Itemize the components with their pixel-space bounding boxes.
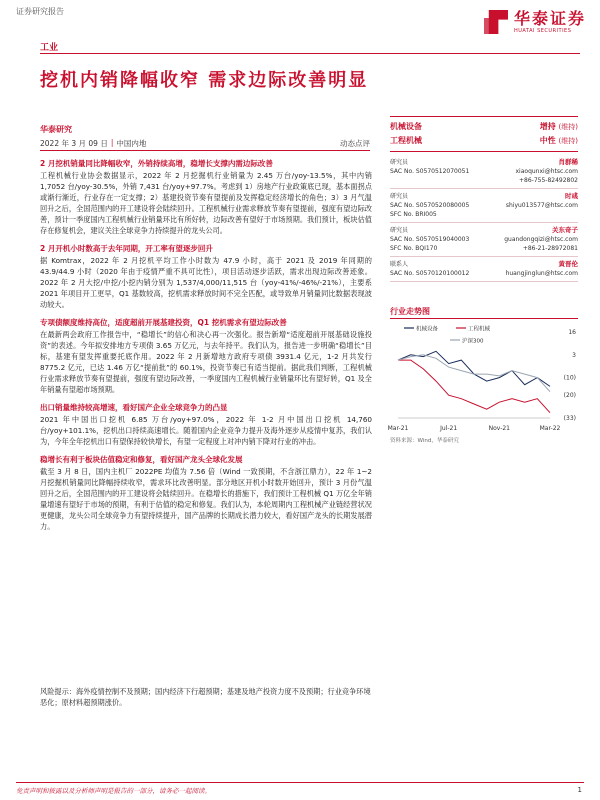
logo-cn-text: 华泰证券 <box>513 9 586 28</box>
analyst-email[interactable]: xiaoqunxi@htsc.com <box>515 168 578 175</box>
footer-disclaimer: 免责声明和披露以及分析师声明是报告的一部分，请务必一起阅读。 <box>16 787 211 795</box>
analyst-role: 研究员 <box>390 159 409 166</box>
section <box>40 158 372 236</box>
chart-section-title: 行业走势图 <box>390 307 430 316</box>
report-date: 2022 年 3 月 09 日 <box>40 139 108 148</box>
analyst-role: 研究员 <box>390 193 409 200</box>
risk-warning: 风险提示：海外疫情控制不及预期；国内经济下行超预期；基建及地产投资力度不及预期；行业竞争环境恶化；原材料超预期涨价。 <box>40 687 371 707</box>
rating-row <box>390 134 578 148</box>
rating-value: 中性 <box>539 136 556 145</box>
y-tick-label: 3 <box>572 351 576 359</box>
analyst-sac: SAC No. S0570512070051 <box>390 168 470 175</box>
sector-divider <box>40 53 580 54</box>
meta-divider <box>40 150 370 151</box>
section-body: 工程机械行业协会数据显示，2022 年 2 月挖掘机行业销量为 2.45 万台/yoy-13.5%，其中内销 1,7052 台/yoy-30.5%，外销 7,431 台/yoy+97.7%。考虑到 1）房地产行业政策底已现，基本面拐点或渐行渐近，行业存在一定支撑；2）基建投资节奏有望提前及发挥稳定经济增长的角色；3）3 月气温回升之后，全国范围内的开工建设将会陆续回升。工程机械行业需求释放节奏有望提前，强度有望边际改善，预计一季度国内工程机械行业销量环比有所好转，边际改善有望好于市场预期。我们预计，板块估值存在修复机会，建议关注全球竞争力持续提升的龙头公司。 <box>40 171 372 235</box>
analyst-card <box>390 155 578 189</box>
analyst-email[interactable]: guandongqizi@htsc.com <box>504 236 578 243</box>
industry-trend-chart <box>387 322 578 434</box>
analyst-sfc: SFC No. BRI005 <box>390 211 437 218</box>
section-body: 据 Komtrax，2022 年 2 月挖机平均工作小时数为 47.9 小时，高于 2021 及 2019 年同期的 43.9/44.9 小时（2020 年由于疫情严重不具可比性），项目活动逐步活跃，需求出现边际改善迹象。2022 年 2 月大挖/中挖/小挖内销分别为 1,537/4,000/11,515 台（yoy-41%/-46%/-21%），主要系 2021 年项目开工更早，Q1 基数较高，挖机需求释放时间不完全匹配，或导致单月销量同比数据表现波动较大。 <box>40 256 372 309</box>
analyst-name: 肖群稀 <box>558 158 578 166</box>
logo-mark-icon <box>484 10 508 34</box>
chart-svg <box>387 322 578 434</box>
series-line <box>398 360 550 413</box>
analyst-phone: +86-755-82492802 <box>519 177 578 184</box>
meta-separator: | <box>110 138 114 147</box>
rating-note: (维持) <box>558 123 578 131</box>
analyst-name: 黄晋伦 <box>558 260 578 268</box>
analyst-sac: SAC No. S0570120100012 <box>390 270 470 277</box>
section <box>40 402 372 447</box>
analyst-role: 研究员 <box>390 227 409 234</box>
section-heading: 2 月开机小时数高于去年同期，开工率有望逐步回升 <box>40 244 213 253</box>
x-tick-label: Mar-21 <box>387 425 409 432</box>
x-tick-label: Jul-21 <box>440 425 458 432</box>
section-body: 截至 3 月 8 日，国内主机厂 2022PE 均值为 7.56 倍（Wind 一致预期，不含浙江鼎力），22 年 1~2 月挖掘机销量同比降幅持续收窄，需求环比改善明显。部分地区开机小时数开始回升，预计 3 月份气温回升之后，全国范围内的开工建设将会陆续回升。在稳增长的措施下，我们预计工程机械 Q1 万亿全年销量增速有望好于市场的预期，有利于估值的稳定和修复。我们认为，本轮周期内工程机械产业链经营状况更健康，龙头公司全球竞争力有望持续提升，国产品牌的长期成长潜力较大，看好国产龙头的长期发展潜力。 <box>40 467 372 531</box>
series-line <box>398 355 550 392</box>
legend-label: 沪深300 <box>462 338 484 345</box>
report-kind: 动态点评 <box>340 139 370 148</box>
analyst-sfc: SFC No. BQI170 <box>390 245 438 252</box>
x-tick-label: Mar-22 <box>539 425 561 432</box>
chart-divider <box>390 318 578 319</box>
analyst-card <box>390 257 578 282</box>
section <box>40 454 372 532</box>
section-body: 在最新两会政府工作报告中，“稳增长”的信心和决心再一次强化。报告新增“适度超前开展基础设施投资”的表述。今年拟安排地方专项债 3.65 万亿元，与去年持平。我们认为，报告进一步明确“稳增长”目标，基建有望发挥重要托底作用。2022 年 2 月新增地方政府专项债 3931.4 亿元，1-2 月共发行 8775.2 亿元，已达 1.46 万亿“提前批”的 60.1%，投资节奏已有适当提前。据此我们判断，工程机械行业需求释放节奏有望提前，强度有望边际改善，一季度国内工程机械行业销量环比有望好转，Q1 及全年销量有望超市场预期。 <box>40 330 372 394</box>
x-tick-label: Nov-21 <box>488 425 511 432</box>
analyst-card <box>390 189 578 223</box>
y-tick-label: (20) <box>563 392 576 400</box>
analyst-card <box>390 223 578 257</box>
research-brand: 华泰研究 <box>40 125 72 134</box>
analyst-phone: +86-21-28972081 <box>522 245 578 252</box>
sector-label: 工业 <box>40 43 59 53</box>
analyst-name: 关东奇子 <box>552 226 578 234</box>
legend-label: 工程机械 <box>468 326 491 333</box>
report-region: 中国内地 <box>116 139 147 148</box>
meta-row <box>40 138 370 149</box>
legend-label: 机械设备 <box>416 326 439 333</box>
analyst-role: 联系人 <box>390 261 409 268</box>
analyst-email[interactable]: huangjinglun@htsc.com <box>505 270 578 277</box>
logo-en-text: HUATAI SECURITIES <box>513 28 572 34</box>
footer-divider <box>16 782 584 783</box>
y-tick-label: 16 <box>568 329 576 336</box>
analyst-sac: SAC No. S0570520080005 <box>390 202 470 209</box>
sidebar <box>390 116 578 282</box>
report-type-label: 证券研究报告 <box>16 7 64 16</box>
analyst-list <box>390 155 578 282</box>
report-title: 挖机内销降幅收窄 需求边际改善明显 <box>40 70 369 91</box>
page-number: 1 <box>577 786 582 794</box>
y-tick-label: (33) <box>563 415 576 422</box>
y-tick-label: (10) <box>563 374 576 382</box>
rating-row <box>390 120 578 134</box>
analyst-name: 时彧 <box>565 192 578 200</box>
series-line <box>398 351 550 386</box>
section-heading: 专项债额度维持高位，适度超前开展基建投资，Q1 挖机需求有望边际改善 <box>40 318 287 327</box>
section-heading: 2 月挖机销量同比降幅收窄，外销持续高增，稳增长支撑内需边际改善 <box>40 159 273 168</box>
section <box>40 243 372 310</box>
section-body: 2021 年中国出口挖机 6.85 万台/yoy+97.0%，2022 年 1-2 月中国出口挖机 14,760 台/yoy+101.1%，挖机出口持续高速增长。随着国内企业竞争力提升及海外逐步从疫情中复苏，我们认为，今年全年挖机出口有望保持较快增长，有望一定程度上对冲内销下降对行业的冲击。 <box>40 415 372 446</box>
analyst-sac: SAC No. S0570519040003 <box>390 236 470 243</box>
brand-logo <box>484 10 586 34</box>
rating-industry: 工程机械 <box>390 136 422 145</box>
rating-note: (维持) <box>558 137 578 145</box>
rating-industry: 机械设备 <box>390 122 422 131</box>
section-heading: 出口销量维持较高增速，看好国产企业全球竞争力的凸显 <box>40 403 228 412</box>
section-heading: 稳增长有利于板块估值稳定和修复，看好国产龙头全球化发展 <box>40 455 243 464</box>
main-content <box>40 158 372 539</box>
rating-box <box>390 116 578 152</box>
analyst-email[interactable]: shiyu013577@htsc.com <box>505 202 578 209</box>
chart-source: 资料来源：Wind，华泰研究 <box>390 438 459 444</box>
section <box>40 317 372 395</box>
rating-value: 增持 <box>539 122 556 131</box>
